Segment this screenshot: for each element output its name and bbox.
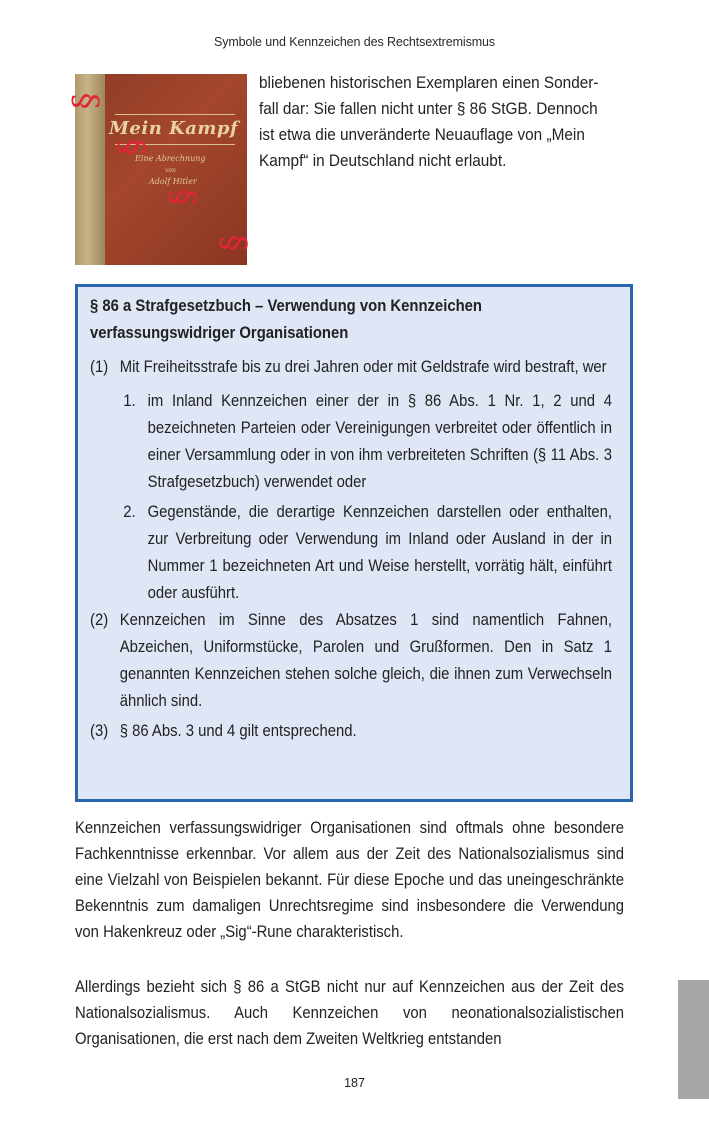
intro-line: ist etwa die unveränderte Neuauflage von „Mein: [259, 126, 585, 144]
section-text: Kennzeichen im Sinne des Absatzes 1 sind namentlich Fahnen, Abzeichen, Uniformstücke, Parolen und Grußformen. Den in Satz 1 genannten Kennzeichen stehen solche gleich, die ihnen zum Verwechseln ähnlich sind.: [119, 611, 612, 710]
cover-rule: [115, 114, 235, 115]
thumb-index-tab: [678, 980, 709, 1099]
paragraph-sign-overlay: §: [162, 188, 203, 206]
intro-text: [259, 70, 607, 174]
section-text: Mit Freiheitsstrafe bis zu drei Jahren oder mit Geldstrafe wird bestraft, wer: [119, 358, 607, 376]
intro-line: Kampf“ in Deutschland nicht erlaubt.: [259, 152, 507, 170]
page-number: 187: [344, 1076, 365, 1090]
list-item: [120, 388, 612, 496]
book-cover-image: [65, 74, 254, 265]
law-title: § 86 a Strafgesetzbuch – Verwendung von Kennzeichen verfassungswidriger Organisationen: [90, 297, 482, 342]
section-number: (2): [90, 611, 109, 629]
body-paragraph: [75, 815, 624, 945]
item-number: 2.: [123, 503, 136, 521]
section-text: § 86 Abs. 3 und 4 gilt entsprechend.: [119, 722, 357, 740]
running-head: Symbole und Kennzeichen des Rechtsextremismus: [213, 35, 496, 49]
cover-von: von: [165, 167, 176, 174]
cover-subtitle: Eine Abrechnung: [135, 154, 206, 163]
list-item: [120, 499, 612, 607]
item-text: im Inland Kennzeichen einer der in § 86 Abs. 1 Nr. 1, 2 und 4 bezeichneten Parteien oder Vereinigungen verbreitet oder öffentlich in einer Versammlung oder in von ihm verbreiteten Schriften (§ 11 Abs. 3 Strafgesetzbuch) verwendet oder: [147, 392, 612, 491]
intro-line: fall dar: Sie fallen nicht unter § 86 StGB. Dennoch: [259, 100, 598, 118]
cover-author: Adolf Hitler: [149, 177, 197, 186]
paragraph-text: Allerdings bezieht sich § 86 a StGB nicht nur auf Kennzeichen aus der Zeit des Nationalsozialismus. Auch Kennzeichen von neonationalsozialistischen Organisationen, die erst nach dem Zweiten Weltkrieg entstanden: [75, 978, 624, 1048]
intro-line: bliebenen historischen Exemplaren einen Sonder-: [259, 74, 599, 92]
body-paragraph: [75, 974, 624, 1052]
item-text: Gegenstände, die derartige Kennzeichen darstellen oder enthalten, zur Verbreitung oder Verwendung im Inland oder Ausland in der in Nummer 1 bezeichneten Art und Weise herstellt, vorrätig hält, einführt oder ausführt.: [147, 503, 612, 602]
paragraph-sign-overlay: §: [111, 138, 152, 156]
section-number: (3): [90, 722, 109, 740]
law-excerpt-box: [75, 284, 633, 802]
law-section: [90, 607, 612, 715]
cover-title: Mein Kampf: [109, 118, 239, 139]
paragraph-text: Kennzeichen verfassungswidriger Organisationen sind oftmals ohne besondere Fachkenntnisse erkennbar. Vor allem aus der Zeit des Nationalsozialismus sind eine Vielzahl von Beispielen bekannt. Für diese Epoche und das uneingeschränkte Bekenntnis zum damaligen Unrechtsregime sind insbesondere die Verwendung von Hakenkreuz oder „Sig“-Rune charakteristisch.: [75, 819, 624, 941]
item-number: 1.: [123, 392, 136, 410]
law-section: [90, 718, 612, 745]
section-number: (1): [90, 358, 109, 376]
paragraph-sign-overlay: §: [213, 234, 254, 252]
law-section: [90, 354, 612, 607]
paragraph-sign-overlay: §: [65, 92, 106, 110]
